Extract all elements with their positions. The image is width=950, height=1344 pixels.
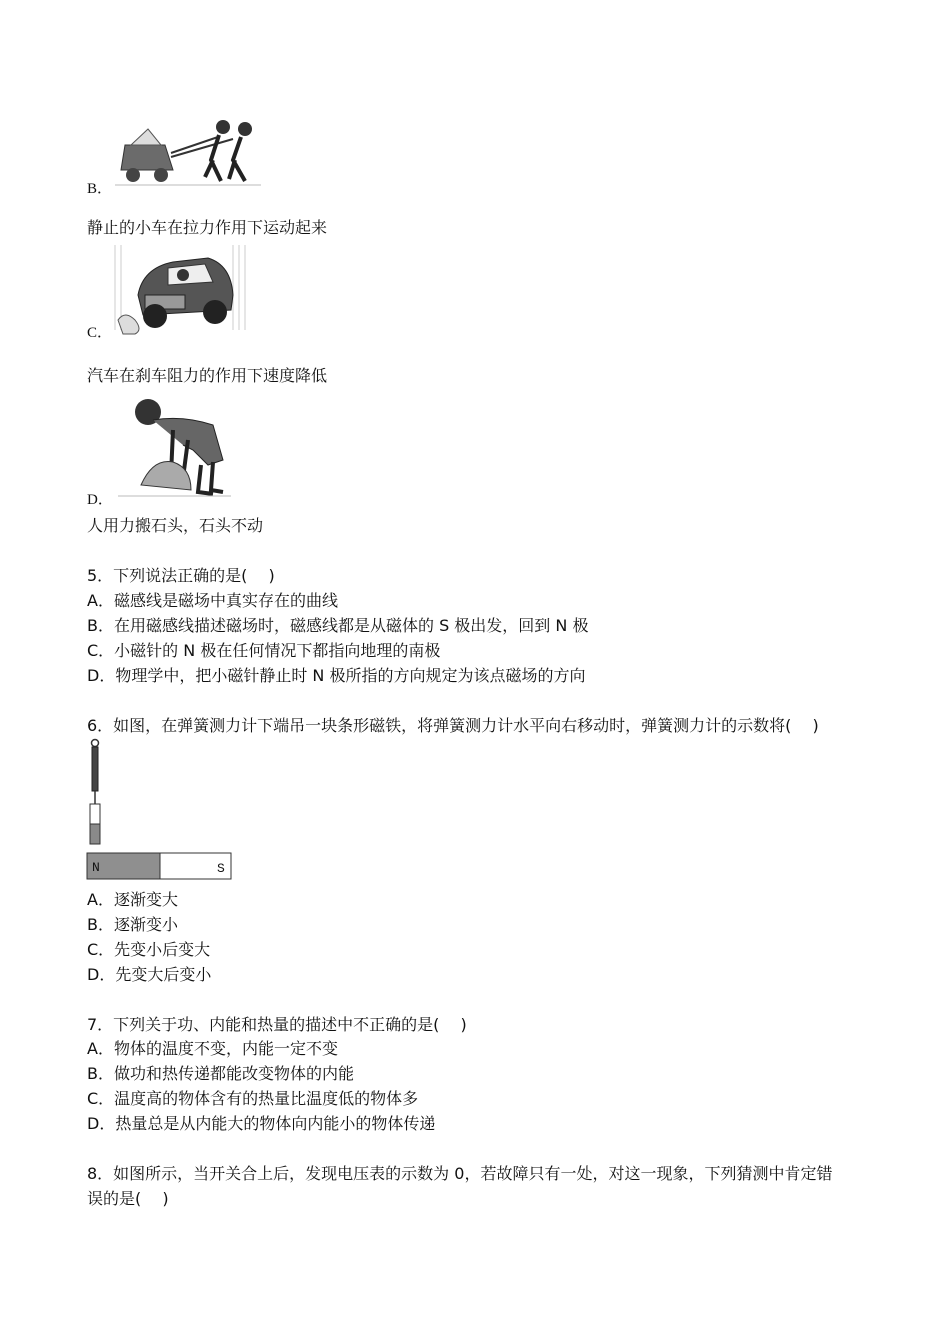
- car-braking-image: [113, 240, 248, 338]
- q5-option-a: A．磁感线是磁场中真实存在的曲线: [87, 591, 338, 610]
- q7-stem: 7．下列关于功、内能和热量的描述中不正确的是( ): [87, 1015, 467, 1034]
- q6-option-d: D．先变大后变小: [87, 965, 212, 984]
- q5-option-c: C．小磁针的 N 极在任何情况下都指向地理的南极: [87, 641, 441, 660]
- magnet-s-label: S: [217, 861, 225, 876]
- q6-option-c: C．先变小后变大: [87, 940, 211, 959]
- spring-scale-magnet-diagram: [86, 738, 236, 884]
- q7-option-b: B．做功和热传递都能改变物体的内能: [87, 1064, 354, 1083]
- q7-option-c: C．温度高的物体含有的热量比温度低的物体多: [87, 1089, 419, 1108]
- option-c-caption: 汽车在刹车阻力的作用下速度降低: [87, 366, 328, 385]
- option-c-label: C．: [87, 325, 113, 341]
- q6-option-b: B．逐渐变小: [87, 915, 178, 934]
- q7-option-d: D．热量总是从内能大的物体向内能小的物体传递: [87, 1114, 436, 1133]
- kids-pulling-cart-image: [113, 115, 263, 190]
- q5-stem: 5．下列说法正确的是( ): [87, 566, 275, 585]
- q8-stem-line1: 8．如图所示，当开关合上后，发现电压表的示数为 0，若故障只有一处，对这一现象，下列猜测中肯定错: [87, 1164, 833, 1183]
- option-b-caption: 静止的小车在拉力作用下运动起来: [87, 218, 328, 237]
- option-b-label: B．: [87, 181, 113, 197]
- q8-stem-line2: 误的是( ): [87, 1189, 169, 1208]
- magnet-n-label: N: [92, 860, 100, 875]
- person-lifting-stone-image: [113, 390, 233, 502]
- q6-option-a: A．逐渐变大: [87, 890, 178, 909]
- option-d-label: D．: [87, 492, 113, 508]
- q5-option-d: D．物理学中，把小磁针静止时 N 极所指的方向规定为该点磁场的方向: [87, 666, 586, 685]
- q6-stem: 6．如图，在弹簧测力计下端吊一块条形磁铁，将弹簧测力计水平向右移动时，弹簧测力计的示数将( ): [87, 716, 819, 735]
- option-d-caption: 人用力搬石头，石头不动: [87, 516, 264, 535]
- q5-option-b: B．在用磁感线描述磁场时，磁感线都是从磁体的 S 极出发，回到 N 极: [87, 616, 589, 635]
- q7-option-a: A．物体的温度不变，内能一定不变: [87, 1039, 338, 1058]
